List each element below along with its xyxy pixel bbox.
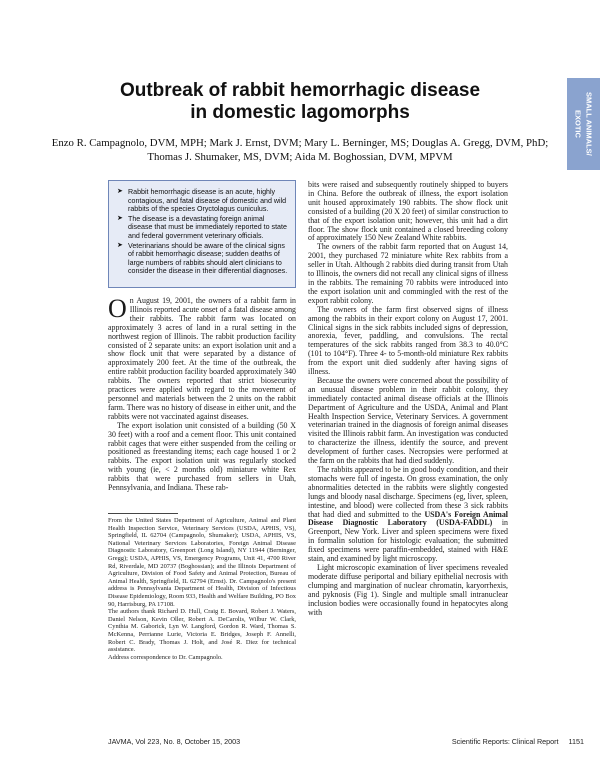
- body-text: The rabbits appeared to be in good body condition, and their stomachs were full of ingesta. On gross examination, the only abnormalities detected in the rabbits were slightly congested lungs and bloody nasal discharge. Specimens (eg, liver, spleen, intestine, and blood) were collected from these 3 sick rabbits that had died and submitted to the: [308, 465, 508, 519]
- affiliation-note: From the United States Department of Agriculture, Animal and Plant Health Inspection Service, Veterinary Services (USDA, APHIS, VS), Springfield, IL 62704 (Campagnolo, Shumaker); USDA, APHIS, VS, National Veterinary Services Laboratories, Foreign Animal Disease Diagnostic Laboratory, Greenport (Long Island), NY 11944 (Berninger, Gregg); USDA, APHIS, VS, Emergency Programs, Unit 41, 4700 River Rd, Riverdale, MD 20737 (Boghossian); and the Illinois Department of Agriculture, Division of Food Safety and Animal Protection, Bureau of Animal Health, Springfield, IL 62794 (Ernst). Dr. Campagnolo's present address is Pennsylvania Department of Health, Division of Infectious Disease Epidemiology, Room 933, Health and Welfare Building, PO Box 90, Harrisburg, PA 17108.: [108, 517, 296, 608]
- section-tab-label: SMALL ANIMALS/ EXOTIC: [573, 92, 594, 156]
- summary-point: [117, 188, 289, 214]
- section-page-number: Scientific Reports: Clinical Report 1151: [451, 737, 584, 746]
- journal-citation: JAVMA, Vol 223, No. 8, October 15, 2003: [108, 737, 241, 746]
- title-line-1: Outbreak of rabbit hemorrhagic disease: [119, 80, 481, 101]
- intro-text: n August 19, 2001, the owners of a rabbit farm in Illinois reported acute onset of a fatal disease among their rabbits. The rabbit farm was located on approximately 3 acres of land in a rural setting in the northwest region of Illinois. The rabbit production facility consisted of 2 separate units: an export isolation unit and a show flock unit that were separated by a distance of approximately 200 feet. At the time of the outbreak, the entire rabbit production facility boarded approximately 340 rabbits. The owners reported that strict biosecurity practices were applied with regard to the movement of personnel and materials between the 2 units on the rabbit farm. There was no history of disease in either unit, and the rabbits were not vaccinated against diseases.: [108, 296, 296, 421]
- body-paragraph: The owners of the rabbit farm reported that on August 14, 2001, they purchased 72 miniature white Rex rabbits from a seller in Utah. Although 2 rabbits died during transit from Utah to Illinois, the owners did not recall any clinical signs of illness in the rabbits. The remaining 70 rabbits were introduced into the export isolation unit and commingled with the rest of the export rabbit colony.: [308, 242, 508, 305]
- body-column-right: [308, 181, 508, 617]
- authors-line-2: Thomas J. Shumaker, MS, DVM; Aida M. Boghossian, DVM, MPVM: [147, 151, 453, 163]
- body-paragraph: The owners of the farm first observed signs of illness among the rabbits in their export colony on August 17, 2001. Clinical signs in the sick rabbits included signs of depression, anorexia, fever, paddling, and convulsions. The rectal temperatures of the sick rabbits ranged from 38.3 to 40.0°C (101 to 104°F). Three 4- to 5-month-old miniature Rex rabbits from the export unit died suddenly after having signs of illness.: [308, 304, 508, 377]
- body-paragraph: Light microscopic examination of liver specimens revealed moderate diffuse periportal and biliary epithelial necrosis with clumping and margination of nuclear chromatin, karyorrhexis, and pyknosis (Fig 1). Single and multiple small intranuclear inclusion bodies were occasionally found in hepatocytes along with: [308, 562, 508, 617]
- intro-paragraph: [108, 294, 296, 422]
- body-paragraph: [308, 466, 508, 564]
- arrow-icon: ➤: [117, 214, 123, 222]
- arrow-icon: ➤: [117, 241, 123, 249]
- summary-point-text: Rabbit hemorrhagic disease is an acute, highly contagious, and fatal disease of domestic and wild rabbits of the species Oryctolagus cuniculus.: [128, 188, 287, 214]
- summary-point-text: The disease is a devastating foreign animal disease that must be immediately reported to state and federal government veterinary officials.: [128, 214, 287, 240]
- acknowledgment-note: The authors thank Richard D. Hull, Craig E. Bovard, Robert J. Waters, Daniel Nelson, Kevin Oller, Robert A. DeCarolis, Wilbur W. Clark, Cynthia M. Gaborick, Lyn W. Langford, Gordon R. Ward, Thomas S. McKenna, Perrianne Lurie, Victoria E. Bridges, Joseph F. Annelli, Robert C. Brady, Thomas J. Holt, and José R. Diez for technical assistance.: [108, 608, 296, 654]
- body-column-left: [108, 294, 296, 493]
- body-text: in Greenport, New York. Liver and spleen specimens were fixed in formalin solution for histologic evaluation; the submitted fixed specimens were paraffin-embedded, stained with H&E stain, and examined by light microscopy.: [308, 518, 508, 564]
- arrow-icon: ➤: [117, 188, 123, 195]
- lab-name: USDA's Foreign Animal Disease Diagnostic Laboratory (USDA-FADDL): [308, 509, 508, 528]
- drop-cap: O: [108, 294, 127, 323]
- body-paragraph: bits were raised and subsequently routinely shipped to buyers in China. Before the outbreak of illness, the export isolation unit housed approximately 190 rabbits. The show flock unit consisted of a building (20 X 20 feet) of similar construction to that of the export isolation unit; however, this unit had a dirt floor. The show flock unit contained a closed breeding colony of approximately 150 New Zealand White rabbits.: [308, 180, 508, 243]
- summary-point: [117, 242, 289, 276]
- body-paragraph: The export isolation unit consisted of a building (50 X 30 feet) with a roof and a cement floor. This unit contained rabbit cages that were either suspended from the ceiling or positioned as freestanding items; each cage housed 1 or 2 rabbits. The export isolation unit was regularly stocked with young (ie, < 2 months old) miniature white Rex rabbits that were purchased from sellers in Utah, Pennsylvania, and Indiana. These rab-: [108, 420, 296, 493]
- footnotes: [108, 517, 296, 661]
- article-title: [0, 80, 600, 124]
- correspondence-note: Address correspondence to Dr. Campagnolo.: [108, 653, 223, 661]
- footnote-divider: [108, 513, 178, 514]
- authors-line-1: Enzo R. Campagnolo, DVM, MPH; Mark J. Ernst, DVM; Mary L. Berninger, MS; Douglas A. Gregg, DVM, PhD;: [51, 137, 549, 149]
- body-paragraph: Because the owners were concerned about the possibility of an unusual disease problem in their rabbit colony, they immediately contacted animal disease officials at the Illinois Department of Agriculture and the USDA, Animal and Plant Health Inspection Service, Veterinary Services. A government veterinarian trained in the diagnosis of foreign animal diseases visited the Illinois rabbit farm. An investigation was conducted to characterize the illness, identify the source, and prevent development of further cases. Necropsies were performed at the farm on the rabbits that had died suddenly.: [308, 375, 508, 466]
- summary-point-text: Veterinarians should be aware of the clinical signs of rabbit hemorrhagic disease; sudden deaths of large numbers of rabbits should alert clinicians to consider the disease in their differential diagnoses.: [128, 241, 288, 276]
- title-line-2: in domestic lagomorphs: [190, 102, 410, 123]
- summary-box: [108, 180, 296, 288]
- summary-point: [117, 215, 289, 241]
